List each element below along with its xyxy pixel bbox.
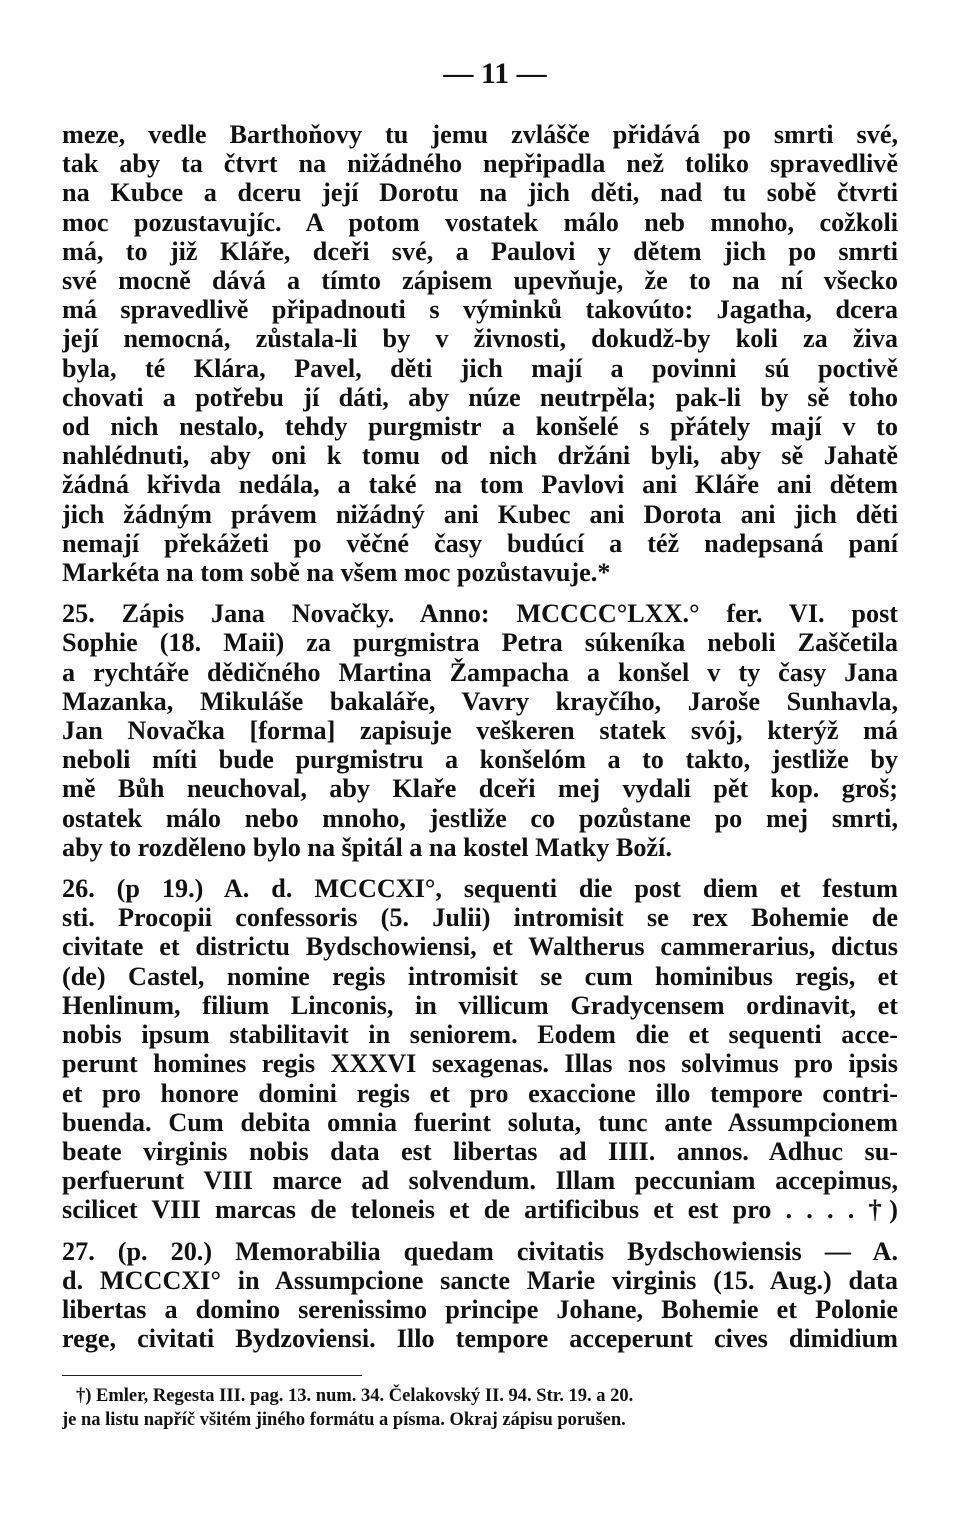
text-line: Mazanka, Mikuláše bakaláře, Vavry krayčího, Jaroše Sunhavla, [62,686,898,716]
paragraph-24-continuation [62,120,898,587]
text-line: civitate et districtu Bydschowiensi, et Waltherus cammerarius, dictus [62,932,898,962]
text-line: mě Bůh neuchoval, aby Klaře dceři mej vydali pět kop. groš; [62,774,898,804]
text-line: své mocně dává a tímto zápisem upevňuje, že to na ní všecko [62,266,898,296]
text-line: a rychtáře dědičného Martina Žampacha a konšel v ty časy Jana [62,657,898,687]
page-number: — 11 — [443,57,547,90]
text-line: 26. (p 19.) A. d. MCCCXI°, sequenti die post diem et festum [62,874,898,904]
text-line: na Kubce a dceru její Dorotu na jich děti, nad tu sobě čtvrti [62,178,898,208]
text-line: Markéta na tom sobě na všem moc pozůstavuje.* [62,558,611,588]
text-line: aby to rozděleno bylo na špitál a na kostel Matky Boží. [62,832,672,862]
text-line: neboli míti bude purgmistru a konšelóm a to takto, jestliže by [62,745,898,775]
footnote [62,1384,898,1432]
text-line: perunt homines regis XXXVI sexagenas. Illas nos solvimus pro ipsis [62,1049,898,1079]
text-line: Jan Novačka [forma] zapisuje veškeren statek svój, kterýž má [62,716,898,746]
text-line: byla, té Klára, Pavel, děti jich mají a povinni sú poctivě [62,353,898,383]
text-line: rege, civitati Bydzoviensi. Illo tempore acceperunt cives dimidium [62,1324,898,1354]
text-line: et pro honore domini regis et pro exaccione illo tempore contri- [62,1078,898,1108]
text-line: nahlédnuti, aby oni k tomu od nich držáni byli, aby sě Jahatě [62,441,898,471]
document-page [62,52,898,1432]
text-line: Sophie (18. Maii) za purgmistra Petra súkeníka neboli Zaščetila [62,628,898,658]
paragraph-26 [62,874,898,1224]
text-line: žádná křivda nedála, a také na tom Pavlovi ani Kláře ani dětem [62,470,898,500]
text-line: má spravedlivě připadnouti s výminků takovúto: Jagatha, dcera [62,295,898,325]
text-line: (de) Castel, nomine regis intromisit se cum hominibus regis, et [62,961,898,991]
text-line: její nemocná, zůstala-li by v živnosti, dokudž-by koli za živa [62,324,898,354]
text-line: chovati a potřebu jí dáti, aby núze neutrpěla; pak-li by sě toho [62,382,898,412]
text-line: meze, vedle Barthoňovy tu jemu zvlášče přidává po smrti své, [62,120,898,149]
footnote-line: †) Emler, Regesta III. pag. 13. num. 34. Čelakovský II. 94. Str. 19. a 20. [76,1386,634,1407]
text-line: sti. Procopii confessoris (5. Julii) intromisit se rex Bohemie de [62,903,898,933]
text-line: od nich nestalo, tehdy purgmistr a konšelé s přátely mají v to [62,412,898,442]
text-line: 25. Zápis Jana Novačky. Anno: MCCCC°LXX.° fer. VI. post [62,599,898,629]
text-line: tak aby ta čtvrt na nižádného nepřipadla než toliko spravedlivě [62,149,898,179]
text-line: nobis ipsum stabilitavit in seniorem. Eodem die et sequenti acce- [62,1020,898,1050]
text-line: scilicet VIII marcas de teloneis et de artificibus et est pro . . . . †) [62,1195,898,1225]
text-line: jich žádným právem nižádný ani Kubec ani Dorota ani jich děti [62,499,898,529]
text-line: beate virginis nobis data est libertas ad IIII. annos. Adhuc su- [62,1136,898,1166]
text-line: libertas a domino serenissimo principe Johane, Bohemie et Polonie [62,1294,898,1324]
text-line: 27. (p. 20.) Memorabilia quedam civitatis Bydschowiensis — A. [62,1236,898,1266]
footnote-line: je na listu napříč všitém jiného formátu a písma. Okraj zápisu porušen. [62,1410,626,1431]
text-line: buenda. Cum debita omnia fuerint soluta, tunc ante Assumpcionem [62,1107,898,1137]
text-line: ostatek málo nebo mnoho, jestliže co pozůstane po mej smrti, [62,803,898,833]
paragraph-25 [62,599,898,862]
text-line: moc pozustavujíc. A potom vostatek málo neb mnoho, cožkoli [62,207,898,237]
text-line: má, to již Kláře, dceři své, a Paulovi y dětem jich po smrti [62,236,898,266]
footnote-divider [62,1375,362,1376]
text-line: Henlinum, filium Linconis, in villicum Gradycensem ordinavit, et [62,990,898,1020]
text-line: d. MCCCXI° in Assumpcione sancte Marie virginis (15. Aug.) data [62,1265,898,1295]
text-line: perfuerunt VIII marce ad solvendum. Illam peccuniam accepimus, [62,1166,898,1196]
text-line: nemají překážeti po věčné časy budúcí a též nadepsaná paní [62,528,898,558]
paragraph-27 [62,1237,898,1354]
